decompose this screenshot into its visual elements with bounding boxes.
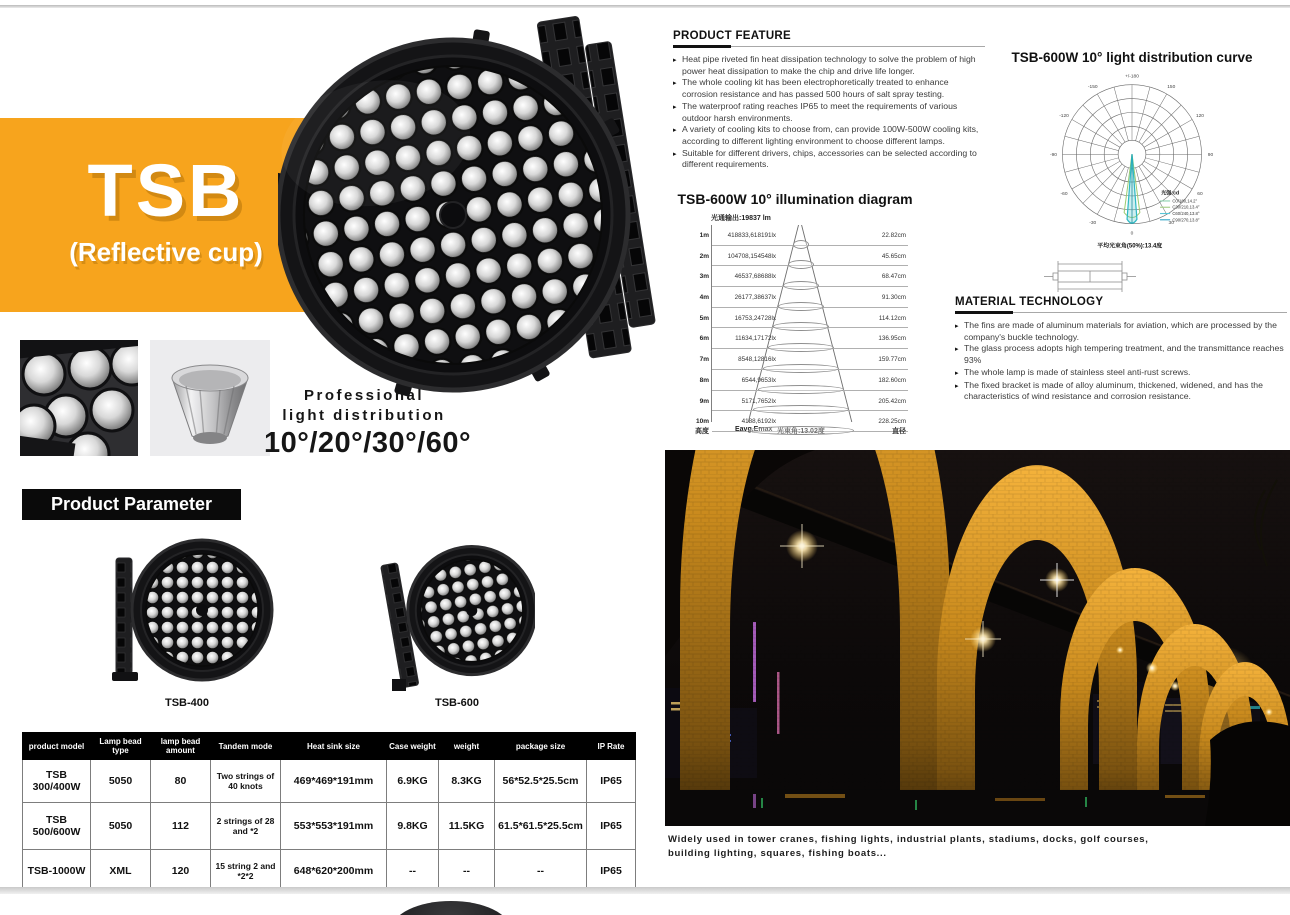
next-page-lamp-preview — [392, 901, 510, 915]
material-technology-list — [955, 320, 1287, 403]
illum-beam-ellipse — [783, 281, 819, 290]
illum-lux: 5171,7652lx — [741, 397, 776, 405]
product-feature-bullet-text: A variety of cooling kits to choose from, can provide 100W-500W cooling kits, according to different lighting environment to choose different lamps. — [682, 124, 979, 146]
illum-row — [699, 287, 908, 308]
product-feature-bullet-text: The waterproof rating reaches IP65 to meet the requirements of various outdoor harsh environments. — [682, 100, 958, 123]
illum-height: 7m — [699, 356, 709, 364]
illum-lux: 104708,154548lx — [727, 252, 776, 260]
illum-lux: 46537,68688lx — [734, 273, 776, 281]
material-technology-bullet-text: The fixed bracket is made of alloy aluminum, thickened, widened, and has the characteristics of wind resistance and corrosion resistance. — [964, 379, 1263, 402]
illum-beam-ellipse — [748, 426, 854, 435]
polar-spoke — [1065, 136, 1119, 150]
spec-cell: TSB 500/600W — [23, 803, 91, 850]
light-distribution-curve-section — [1000, 50, 1264, 298]
spec-cell: 2 strings of 28 and *2 — [211, 803, 281, 850]
curve-legend-label: C30/210,13.4° — [1172, 204, 1200, 210]
spec-col-header: Tandem mode — [211, 733, 281, 760]
spec-cell: XML — [91, 850, 151, 893]
spec-cell: 120 — [151, 850, 211, 893]
spec-cell: -- — [439, 850, 495, 893]
illum-diameter: 68.47cm — [881, 273, 906, 281]
hero-floodlight-image — [278, 12, 670, 414]
spec-cell: 11.5KG — [439, 803, 495, 850]
illum-beam-ellipse — [793, 240, 809, 249]
polar-angle-label: 0 — [1130, 231, 1134, 237]
material-technology-bullet-text: The whole lamp is made of stainless steel anti-rust screws. — [964, 366, 1191, 377]
material-technology-bullet-text: The glass process adopts high tempering treatment, and the transmittance reaches 93% — [964, 343, 1284, 366]
bullet-arrow-icon: ▸ — [673, 150, 677, 158]
illum-diameter: 114.12cm — [878, 314, 906, 322]
illum-lux: 418833,618191lx — [727, 232, 776, 239]
spec-cell: -- — [387, 850, 439, 893]
spec-cell: TSB-1000W — [23, 850, 91, 893]
illum-row — [699, 225, 908, 246]
polar-spoke — [1144, 161, 1192, 189]
polar-angle-label: +/-180 — [1125, 74, 1139, 80]
illum-diameter: 228.25cm — [878, 418, 906, 426]
product-feature-list — [673, 54, 985, 171]
polar-angle-label: 60 — [1197, 192, 1203, 198]
polar-spoke — [1144, 119, 1192, 147]
spec-cell: 553*553*191mm — [281, 803, 387, 850]
spec-table-row — [23, 760, 636, 803]
product-feature-bullet — [673, 54, 985, 77]
thumbnail-led-closeup — [20, 340, 138, 456]
illum-beam-ellipse — [778, 302, 824, 311]
product-feature-bullet-text: Heat pipe riveted fin heat dissipation technology to solve the problem of high power heat dissipation to make the chip and drive life longer. — [682, 54, 976, 76]
spec-cell: 56*52.5*25.5cm — [495, 760, 587, 803]
bullet-arrow-icon: ▸ — [955, 323, 959, 330]
model-label-tsb-400: TSB-400 — [164, 697, 210, 709]
polar-distribution-chart — [1031, 69, 1233, 254]
bullet-arrow-icon: ▸ — [955, 346, 959, 354]
material-technology-bullet — [955, 320, 1287, 343]
polar-spoke — [1145, 158, 1199, 172]
product-feature-bullet — [673, 101, 985, 124]
light-distribution-line2: light distribution — [282, 407, 446, 424]
illum-lux: 8548,12816lx — [738, 356, 776, 364]
spec-col-header: lamp bead amount — [151, 733, 211, 760]
polar-spoke — [1072, 119, 1120, 147]
spec-col-header: IP Rate — [587, 733, 636, 760]
application-photo-bridge — [665, 450, 1290, 826]
illum-row — [699, 391, 908, 412]
light-distribution-line1: Professional — [303, 387, 425, 404]
product-feature-heading: PRODUCT FEATURE — [673, 30, 792, 42]
spec-cell: 469*469*191mm — [281, 760, 387, 803]
polar-spoke — [1097, 94, 1125, 142]
illum-row — [699, 308, 908, 329]
beam-angle-options: 10°/20°/30°/60° — [264, 427, 472, 459]
illum-height: 2m — [699, 252, 709, 260]
spec-cell: 80 — [151, 760, 211, 803]
application-caption — [668, 833, 1149, 861]
material-technology-bullet-text: The fins are made of aluminum materials for aviation, which are processed by the company's buckle technology. — [964, 320, 1277, 342]
polar-spoke — [1142, 105, 1181, 144]
series-subtitle: (Reflective cup) — [69, 237, 263, 267]
polar-spoke — [1072, 161, 1120, 189]
bullet-arrow-icon: ▸ — [955, 382, 959, 390]
polar-spoke — [1114, 87, 1128, 141]
illum-row — [699, 266, 908, 287]
illum-diameter: 159.77cm — [878, 356, 906, 364]
illum-height: 1m — [699, 232, 709, 239]
polar-angle-label: -120 — [1059, 113, 1069, 119]
spec-cell: Two strings of 40 knots — [211, 760, 281, 803]
illum-diameter: 205.42cm — [878, 397, 906, 405]
illum-height: 5m — [699, 314, 709, 322]
tsb-600-image — [380, 535, 535, 693]
material-technology-bullet — [955, 367, 1287, 380]
curve-legend-label: C60/240,13.8° — [1172, 210, 1200, 216]
polar-angle-label: 120 — [1195, 113, 1204, 119]
polar-angle-label: -150 — [1087, 85, 1098, 91]
illum-diameter: 182.60cm — [878, 376, 906, 384]
material-technology-bullet — [955, 343, 1287, 366]
illumination-diagram — [693, 213, 908, 449]
polar-spoke — [1083, 164, 1122, 203]
spec-cell: 9.8KG — [387, 803, 439, 850]
illum-lux: 26177,38637lx — [734, 294, 776, 302]
polar-angle-label: 30 — [1168, 220, 1174, 226]
polar-spoke — [1139, 94, 1167, 142]
illum-height: 9m — [699, 397, 709, 405]
illum-lux: 11634,17172lx — [735, 335, 776, 343]
illum-height: 10m — [695, 418, 709, 426]
spec-cell: IP65 — [587, 850, 636, 893]
material-technology-section — [955, 296, 1287, 403]
curve-title: TSB-600W 10° light distribution curve — [1011, 50, 1253, 65]
spec-cell: 61.5*61.5*25.5cm — [495, 803, 587, 850]
heading-underline — [673, 46, 985, 47]
product-parameter-heading-label: Product Parameter — [50, 494, 213, 514]
page-top-divider — [0, 5, 1290, 8]
series-title: TSB — [87, 149, 245, 232]
spec-table-row — [23, 803, 636, 850]
product-feature-bullet — [673, 148, 985, 171]
spec-cell: 5050 — [91, 760, 151, 803]
page-bottom-divider — [0, 887, 1290, 894]
tsb-400-image — [100, 530, 275, 692]
illum-lux: 4188,6192lx — [741, 418, 776, 426]
light-distribution-highlight — [264, 386, 472, 460]
bullet-arrow-icon: ▸ — [673, 127, 677, 135]
illum-height: 8m — [699, 376, 709, 384]
material-technology-heading: MATERIAL TECHNOLOGY — [955, 296, 1104, 308]
curve-legend-label: C90/270,13.8° — [1172, 217, 1200, 223]
caption-line-2: building lighting, squares, fishing boats... — [668, 848, 887, 859]
spec-cell: 15 string 2 and *2*2 — [211, 850, 281, 893]
footer-height-label: 高度 — [695, 428, 709, 435]
polar-angle-label: -30 — [1089, 220, 1097, 226]
flux-output-label: 光通输出:19837 lm — [711, 215, 771, 222]
spec-cell: TSB 300/400W — [23, 760, 91, 803]
illum-row — [699, 246, 908, 267]
illum-diameter: 45.65cm — [881, 252, 906, 260]
bridge-night-scene — [665, 450, 1290, 826]
spec-cell: 8.3KG — [439, 760, 495, 803]
average-beam-angle-caption: 平均光束角(50%):13.4度 — [1097, 243, 1163, 250]
illum-height: 3m — [699, 273, 709, 281]
polar-spoke — [1136, 87, 1150, 141]
curve-legend-label: C0/180,14.2° — [1172, 198, 1198, 204]
spec-table — [22, 732, 636, 893]
caption-line-1: Widely used in tower cranes, fishing lights, industrial plants, stadiums, docks, golf courses, — [668, 834, 1149, 845]
spec-col-header: Lamp bead type — [91, 733, 151, 760]
product-feature-section — [673, 30, 985, 171]
footer-diameter-label: 直径 — [892, 428, 906, 435]
illum-diameter: 136.95cm — [878, 335, 906, 343]
polar-spoke — [1097, 166, 1125, 214]
spec-cell: 5050 — [91, 803, 151, 850]
spec-col-header: Heat sink size — [281, 733, 387, 760]
illum-lux: 6544,9653lx — [741, 376, 776, 384]
footer-beam-angle-label: 光束角:13.02度 — [777, 428, 825, 435]
polar-angle-label: 90 — [1207, 153, 1214, 159]
polar-spoke — [1083, 105, 1122, 144]
polar-angle-label: -90 — [1050, 153, 1057, 159]
product-feature-bullet — [673, 124, 985, 147]
illum-beam-ellipse — [763, 364, 839, 373]
bullet-arrow-icon: ▸ — [955, 369, 959, 377]
spec-cell: 648*620*200mm — [281, 850, 387, 893]
spec-cell: 112 — [151, 803, 211, 850]
polar-angle-label: 150 — [1167, 85, 1176, 91]
spec-cell: IP65 — [587, 760, 636, 803]
dimension-drawing — [1036, 256, 1152, 298]
spec-cell: 6.9KG — [387, 760, 439, 803]
illum-row — [699, 328, 908, 349]
bullet-arrow-icon: ▸ — [673, 57, 677, 64]
thumbnail-reflective-cup — [150, 340, 270, 456]
illum-lux: 16753,24728lx — [734, 314, 776, 322]
spec-header-row — [23, 733, 636, 760]
illum-diameter: 22.82cm — [881, 232, 906, 239]
illum-height: 6m — [699, 335, 709, 343]
illum-row — [699, 370, 908, 391]
product-feature-bullet — [673, 77, 985, 100]
illum-diameter: 91.30cm — [881, 294, 906, 302]
product-feature-bullet-text: The whole cooling kit has been electrophoretically treated to enhance corrosion resistance and has passed 500 hours of salt spray testing. — [682, 77, 949, 100]
spec-cell: IP65 — [587, 803, 636, 850]
polar-spoke — [1145, 136, 1199, 150]
model-label-tsb-600: TSB-600 — [434, 697, 480, 709]
illumination-diagram-title: TSB-600W 10° illumination diagram — [677, 191, 913, 207]
product-parameter-heading — [22, 489, 241, 520]
spec-cell: -- — [495, 850, 587, 893]
illum-row — [699, 349, 908, 370]
illumination-grid — [695, 225, 908, 426]
polar-angle-label: -60 — [1060, 192, 1068, 198]
heading-underline — [955, 312, 1287, 313]
polar-spoke — [1065, 158, 1119, 172]
spec-col-header: Case weight — [387, 733, 439, 760]
intensity-unit-label: 光强:cd — [1161, 190, 1180, 197]
bullet-arrow-icon: ▸ — [673, 103, 677, 111]
product-feature-bullet-text: Suitable for different drivers, chips, accessories can be selected according to different requirements. — [682, 147, 977, 170]
illum-beam-ellipse — [758, 385, 844, 394]
material-technology-bullet — [955, 380, 1287, 403]
spec-col-header: package size — [495, 733, 587, 760]
spec-col-header: product model — [23, 733, 91, 760]
illum-height: 4m — [699, 294, 709, 302]
bullet-arrow-icon: ▸ — [673, 80, 677, 88]
footer-lux-label: Eavg,Emax — [735, 426, 773, 433]
spec-col-header: weight — [439, 733, 495, 760]
